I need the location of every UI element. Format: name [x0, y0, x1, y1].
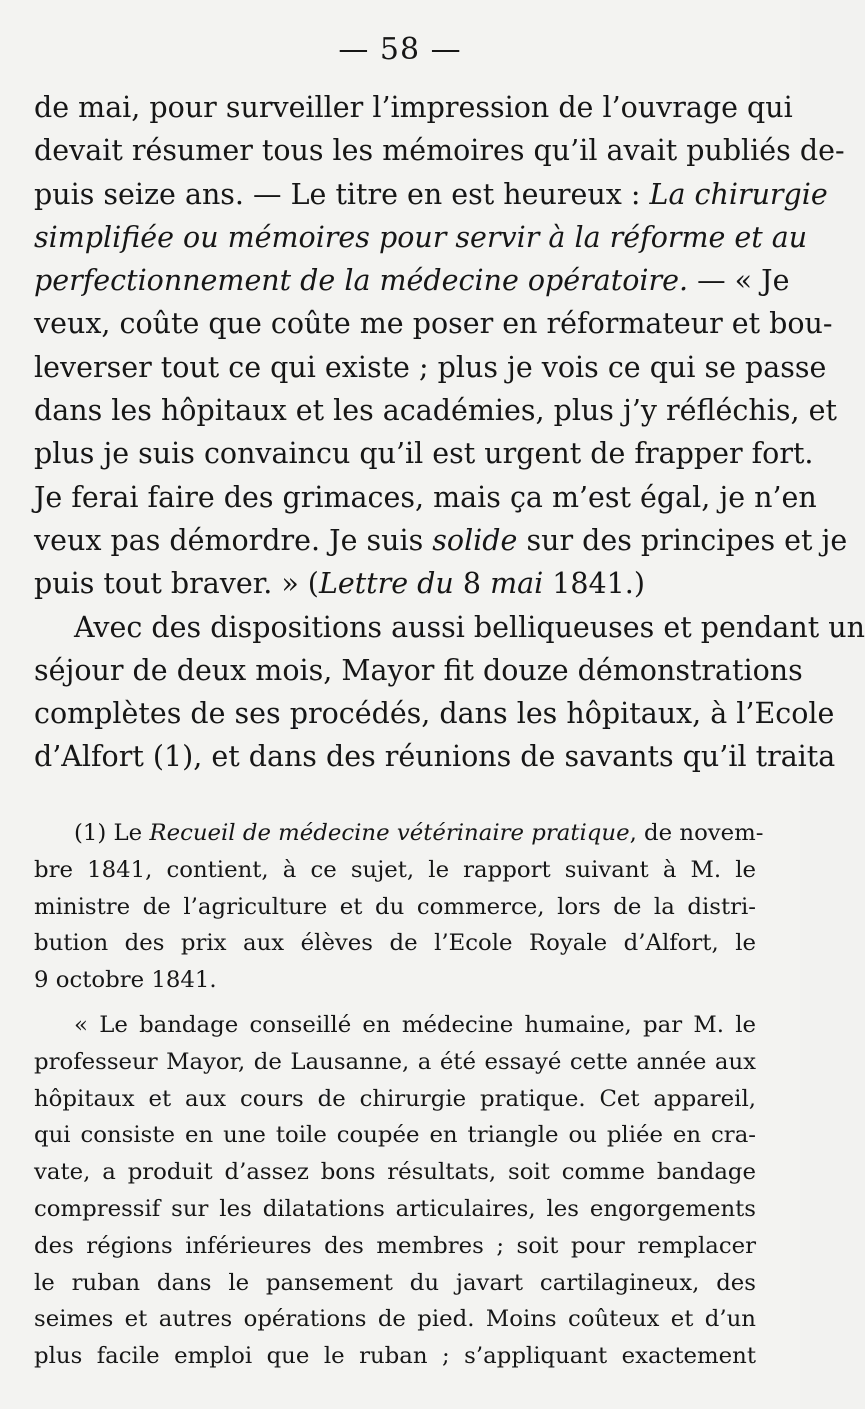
text-segment: plus je suis convaincu qu’il est urgent de frapper fort.: [34, 437, 814, 471]
text-segment: , de novem-: [629, 820, 764, 846]
footnote-line: [34, 852, 756, 889]
text-segment: seimes et autres opérations de pied. Moins coûteux et d’un: [34, 1306, 756, 1333]
text-segment: « Le bandage conseillé en médecine humaine, par M. le: [74, 1011, 756, 1038]
text-segment: veux pas démordre. Je suis: [34, 523, 433, 557]
footnote-line: [34, 889, 756, 926]
text-segment: — « Je: [688, 264, 790, 298]
text-line: [34, 302, 833, 345]
text-segment: veux, coûte que coûte me poser en réformateur et bou-: [34, 307, 833, 341]
text-line: [34, 735, 836, 778]
text-line: [34, 86, 793, 129]
italic-text: perfectionnement de la médecine opératoire.: [34, 264, 689, 298]
text-line: [34, 649, 803, 692]
italic-text: Lettre du: [318, 567, 454, 601]
italic-text: solide: [432, 523, 518, 557]
text-segment: de mai, pour surveiller l’impression de l’ouvrage qui: [34, 91, 793, 124]
text-segment: ministre de l’agriculture et du commerce, lors de la distri-: [34, 893, 756, 920]
italic-text: La chirurgie: [649, 177, 828, 211]
text-segment: hôpitaux et aux cours de chirurgie pratique. Cet appareil,: [34, 1085, 756, 1112]
footnote-line: [34, 1154, 756, 1191]
text-segment: complètes de ses procédés, dans les hôpitaux, à l’Ecole: [34, 697, 835, 731]
footnote-line: [34, 815, 764, 852]
footnote-line: [34, 1044, 756, 1081]
text-line: [34, 216, 808, 259]
text-segment: bre 1841, contient, à ce sujet, le rapport suivant à M. le: [34, 856, 756, 883]
text-segment: compressif sur les dilatations articulaires, les engorgements: [34, 1195, 756, 1222]
text-line: [34, 129, 845, 172]
footnote-line: [34, 1301, 756, 1338]
footnote-line: [34, 925, 756, 962]
text-line: [34, 389, 837, 432]
text-segment: professeur Mayor, de Lausanne, a été essayé cette année aux: [34, 1048, 756, 1075]
text-segment: puis seize ans. — Le titre en est heureux :: [34, 177, 650, 211]
text-segment: 8: [453, 567, 491, 601]
page-number: — 58 —: [338, 32, 462, 67]
text-segment: plus facile emploi que le ruban ; s’appliquant exactement: [34, 1343, 756, 1370]
footnote-line: [34, 1007, 756, 1044]
text-segment: dans les hôpitaux et les académies, plus j’y réfléchis, et: [34, 394, 837, 428]
text-line: [34, 562, 750, 605]
text-line: [34, 173, 828, 216]
text-line: [34, 692, 835, 735]
text-segment: Avec des dispositions aussi belliqueuses et pendant un: [74, 610, 865, 644]
text-segment: 1841.): [543, 567, 645, 601]
text-segment: bution des prix aux élèves de l’Ecole Royale d’Alfort, le: [34, 930, 756, 957]
italic-text: Recueil de médecine vétérinaire pratique: [149, 820, 630, 846]
text-segment: vate, a produit d’assez bons résultats, soit comme bandage: [34, 1159, 756, 1186]
text-segment: leverser tout ce qui existe ; plus je vois ce qui se passe: [34, 350, 827, 384]
text-line: [34, 606, 865, 649]
text-line: [34, 259, 790, 302]
text-segment: Je ferai faire des grimaces, mais ça m’est égal, je n’en: [34, 480, 817, 514]
footnote-block: [34, 815, 764, 1375]
text-segment: (1) Le: [74, 820, 150, 846]
text-line: [34, 519, 848, 562]
text-segment: devait résumer tous les mémoires qu’il avait publiés de-: [34, 134, 845, 168]
footnote-line: [34, 962, 756, 999]
text-line: [34, 432, 814, 475]
footnote-line: [34, 1191, 756, 1228]
text-segment: séjour de deux mois, Mayor fit douze démonstrations: [34, 653, 803, 687]
italic-text: mai: [490, 567, 544, 601]
footnote-line: [34, 1338, 756, 1375]
text-segment: le ruban dans le pansement du javart cartilagineux, des: [34, 1269, 756, 1296]
footnote-line: [34, 1081, 756, 1118]
main-text-block: [34, 86, 865, 779]
footnote-line: [34, 1228, 756, 1265]
footnote-line: [34, 1265, 756, 1302]
text-segment: des régions inférieures des membres ; soit pour remplacer: [34, 1232, 756, 1259]
text-line: [34, 346, 827, 389]
text-segment: sur des principes et je: [517, 523, 848, 557]
text-segment: 9 octobre 1841.: [34, 967, 217, 994]
text-line: [34, 476, 817, 519]
paragraph-gap: [34, 999, 756, 1007]
footnote-line: [34, 1117, 756, 1154]
italic-text: simplifiée ou mémoires pour servir à la réforme et au: [34, 220, 808, 254]
text-segment: puis tout braver. » (: [34, 567, 319, 601]
text-segment: qui consiste en une toile coupée en triangle ou pliée en cra-: [34, 1122, 756, 1149]
text-segment: d’Alfort (1), et dans des réunions de savants qu’il traita: [34, 740, 836, 774]
